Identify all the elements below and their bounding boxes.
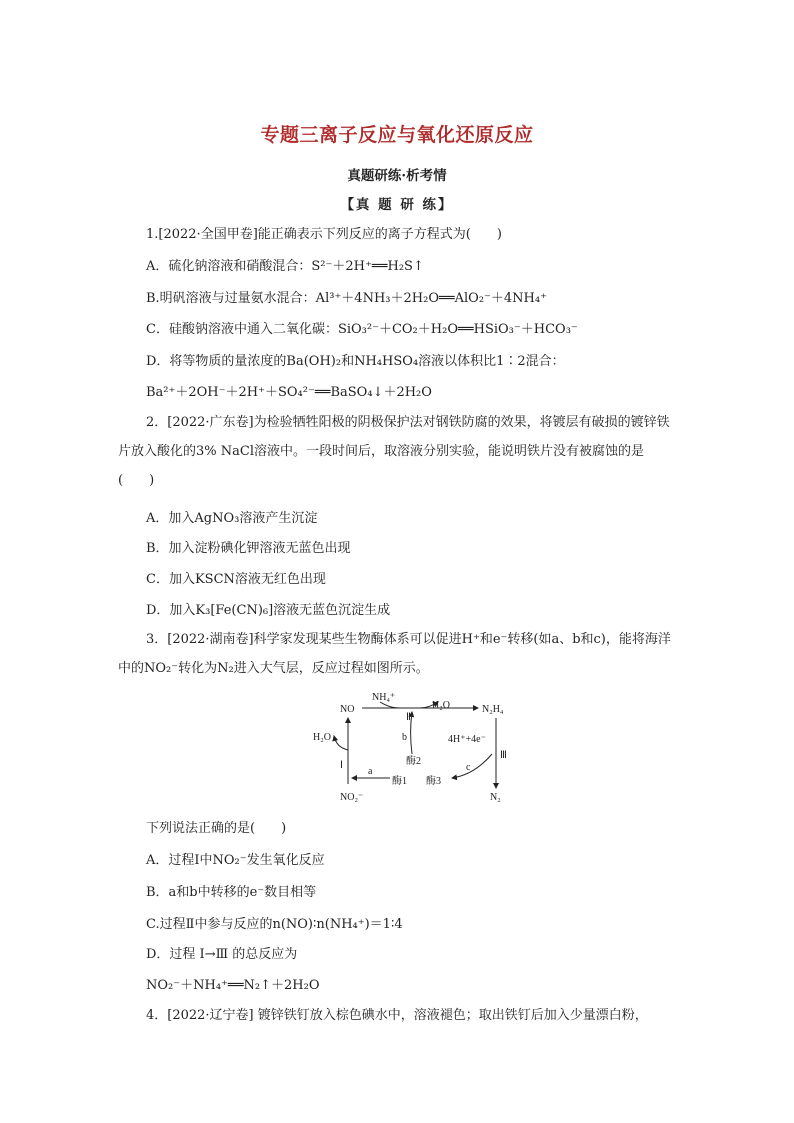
q2-stem: 2．[2022·广东卷]为检验牺牲阳极的阴极保护法对钢铁防腐的效果，将镀层有破损的镀锌铁片放入酸化的3% NaCl溶液中。一段时间后，取溶液分别实验，能说明铁片没有被腐蚀的是( ) — [118, 415, 670, 488]
species-no: NO — [340, 704, 355, 715]
q1-option-d-equation: Ba²⁺＋2OH⁻＋2H⁺＋SO₄²⁻══BaSO₄↓＋2H₂O — [146, 385, 432, 400]
page-subtitle: 真题研练·析考情 — [347, 168, 447, 184]
species-n2: N₂ — [490, 792, 501, 803]
label-enzyme-3: 酶3 — [426, 776, 441, 787]
species-nh4: NH₄⁺ — [372, 692, 396, 703]
q4-stem: 4．[2022·辽宁卷] 镀锌铁钉放入棕色碘水中，溶液褪色；取出铁钉后加入少量漂白粉， — [146, 1008, 648, 1023]
label-proton-electron: 4H⁺+4e⁻ — [448, 734, 486, 745]
q3-option-c: C.过程Ⅱ中参与反应的n(NO)∶n(NH₄⁺)＝1∶4 — [146, 917, 403, 932]
label-transfer-c: c — [466, 762, 471, 773]
section-heading: 【真 题 研 练】 — [340, 197, 454, 213]
q2-option-a: A．加入AgNO₃溶液产生沉淀 — [146, 511, 318, 526]
label-transfer-b: b — [402, 732, 407, 743]
q2-option-c: C．加入KSCN溶液无红色出现 — [146, 572, 326, 587]
arrow-transfer-c — [452, 754, 492, 778]
q3-stem: 3．[2022·湖南卷]科学家发现某些生物酶体系可以促进H⁺和e⁻转移(如a、b和c)，能将海洋中的NO₂⁻转化为N₂进入大气层，反应过程如图所示。 — [118, 632, 671, 676]
q3-option-b: B．a和b中转移的e⁻数目相等 — [146, 885, 317, 900]
species-n2h4: N₂H₄ — [482, 704, 504, 715]
label-process-3: Ⅲ — [500, 750, 507, 761]
species-h2o-left: H₂O — [313, 732, 331, 743]
q3-option-d-equation: NO₂⁻＋NH₄⁺══N₂↑＋2H₂O — [146, 978, 320, 993]
q1-option-a: A．硫化钠溶液和硝酸混合：S²⁻＋2H⁺══H₂S↑ — [146, 259, 424, 274]
page-title: 专题三离子反应与氧化还原反应 — [260, 124, 534, 146]
reaction-diagram — [300, 688, 530, 808]
label-enzyme-2: 酶2 — [406, 756, 421, 767]
label-transfer-a: a — [368, 766, 373, 777]
q3-option-d: D．过程 Ⅰ→Ⅲ 的总反应为 — [146, 947, 298, 962]
label-enzyme-1: 酶1 — [392, 776, 407, 787]
q1-stem: 1.[2022·全国甲卷]能正确表示下列反应的离子方程式为( ) — [146, 227, 502, 242]
species-h2o-top: H₂O — [432, 700, 450, 711]
label-process-1: Ⅰ — [340, 760, 343, 771]
q3-option-a: A．过程Ⅰ中NO₂⁻发生氧化反应 — [146, 853, 325, 868]
q1-option-b: B.明矾溶液与过量氨水混合：Al³⁺＋4NH₃＋2H₂O══AlO₂⁻＋4NH₄⁺ — [146, 291, 547, 306]
q3-ask: 下列说法正确的是( ) — [146, 821, 287, 836]
q2-option-b: B．加入淀粉碘化钾溶液无蓝色出现 — [146, 541, 351, 556]
q2-option-d: D．加入K₃[Fe(CN)₆]溶液无蓝色沉淀生成 — [146, 603, 391, 618]
species-no2: NO₂⁻ — [340, 792, 364, 803]
q1-option-d: D．将等物质的量浓度的Ba(OH)₂和NH₄HSO₄溶液以体积比1∶2混合： — [146, 354, 565, 369]
q1-option-c: C．硅酸钠溶液中通入二氧化碳：SiO₃²⁻＋CO₂＋H₂O══HSiO₃⁻＋HCO₃⁻ — [146, 322, 578, 337]
label-process-2: Ⅱ — [406, 712, 411, 723]
